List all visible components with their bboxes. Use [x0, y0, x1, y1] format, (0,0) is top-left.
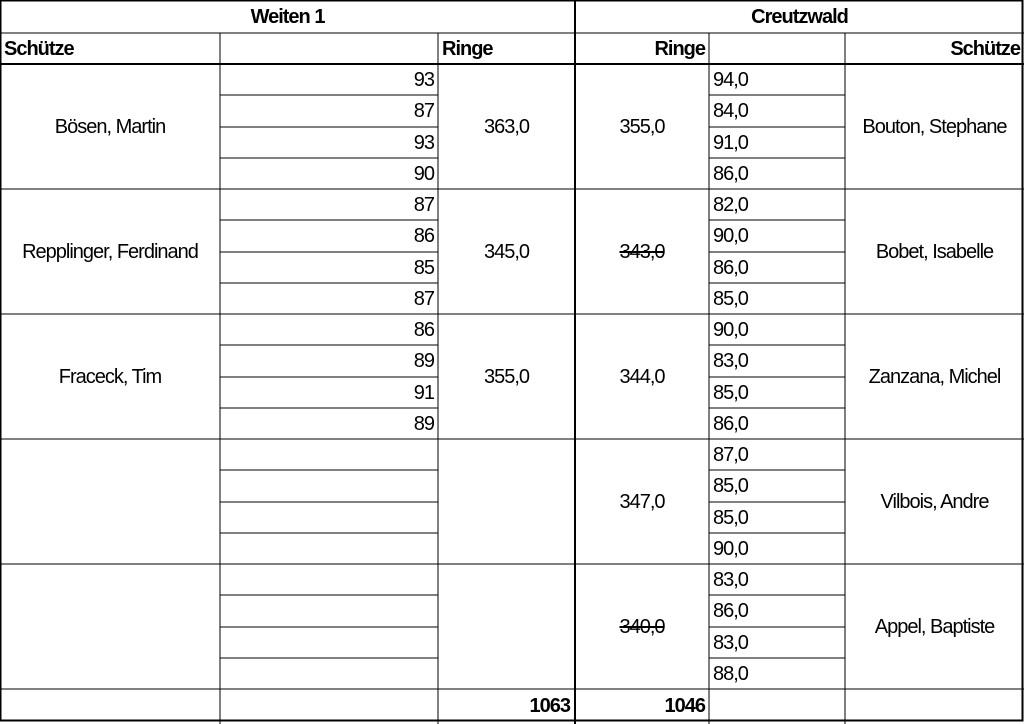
home-shooter-name: Bösen, Martin — [54, 115, 166, 138]
away-shooter-total: 355,0 — [619, 115, 665, 138]
away-series-score: 88,0 — [713, 662, 748, 685]
column-header-shooter-home: Schütze — [4, 38, 74, 60]
away-series-score: 85,0 — [713, 381, 748, 404]
home-series-score: 91 — [413, 381, 434, 404]
away-shooter-total: 344,0 — [619, 365, 665, 388]
away-series-score: 86,0 — [713, 162, 748, 185]
away-series-score: 90,0 — [713, 319, 748, 341]
away-series-score: 90,0 — [713, 225, 748, 248]
home-series-score: 90 — [413, 162, 434, 185]
home-shooter-total: 363,0 — [483, 115, 530, 138]
away-shooter-name: Zanzana, Michel — [868, 365, 1001, 388]
away-series-score: 83,0 — [713, 631, 748, 654]
away-series-score: 90,0 — [713, 537, 748, 560]
column-header-rings-away: Ringe — [654, 38, 705, 60]
home-series-score: 87 — [413, 194, 434, 216]
home-shooter-total: 345,0 — [483, 240, 530, 263]
away-series-score: 83,0 — [713, 569, 748, 591]
home-series-score: 89 — [413, 350, 434, 373]
away-series-score: 87,0 — [713, 444, 748, 466]
column-header-rings-home: Ringe — [442, 38, 493, 60]
away-series-score: 82,0 — [713, 194, 748, 216]
away-shooter-total: 343,0 — [619, 240, 665, 263]
away-series-score: 94,0 — [713, 69, 748, 91]
home-series-score: 85 — [413, 256, 434, 279]
home-team-name: Weiten 1 — [250, 6, 325, 28]
away-team-total: 1046 — [664, 695, 705, 717]
away-series-score: 86,0 — [713, 412, 748, 435]
home-series-score: 87 — [413, 287, 434, 310]
home-series-score: 86 — [413, 225, 434, 248]
away-series-score: 84,0 — [713, 100, 748, 123]
column-header-shooter-away: Schütze — [950, 38, 1020, 60]
home-series-score: 93 — [413, 69, 434, 91]
home-shooter-total: 355,0 — [483, 365, 530, 388]
away-series-score: 91,0 — [713, 131, 748, 154]
away-shooter-total: 347,0 — [619, 490, 665, 513]
home-series-score: 87 — [413, 100, 434, 123]
home-series-score: 89 — [413, 412, 434, 435]
home-shooter-name: Repplinger, Ferdinand — [22, 240, 198, 263]
away-shooter-total: 340,0 — [619, 615, 665, 638]
away-series-score: 86,0 — [713, 256, 748, 279]
away-shooter-name: Appel, Baptiste — [874, 615, 995, 638]
away-series-score: 85,0 — [713, 506, 748, 529]
away-team-name: Creutzwald — [751, 6, 848, 28]
home-series-score: 93 — [413, 131, 434, 154]
away-shooter-name: Vilbois, Andre — [880, 490, 989, 513]
home-series-score: 86 — [413, 319, 434, 341]
home-team-total: 1063 — [529, 695, 570, 717]
away-series-score: 86,0 — [713, 600, 748, 623]
away-shooter-name: Bouton, Stephane — [862, 115, 1007, 138]
away-series-score: 85,0 — [713, 287, 748, 310]
home-shooter-name: Fraceck, Tim — [58, 365, 162, 388]
away-shooter-name: Bobet, Isabelle — [875, 240, 994, 263]
away-series-score: 83,0 — [713, 350, 748, 373]
away-series-score: 85,0 — [713, 475, 748, 498]
